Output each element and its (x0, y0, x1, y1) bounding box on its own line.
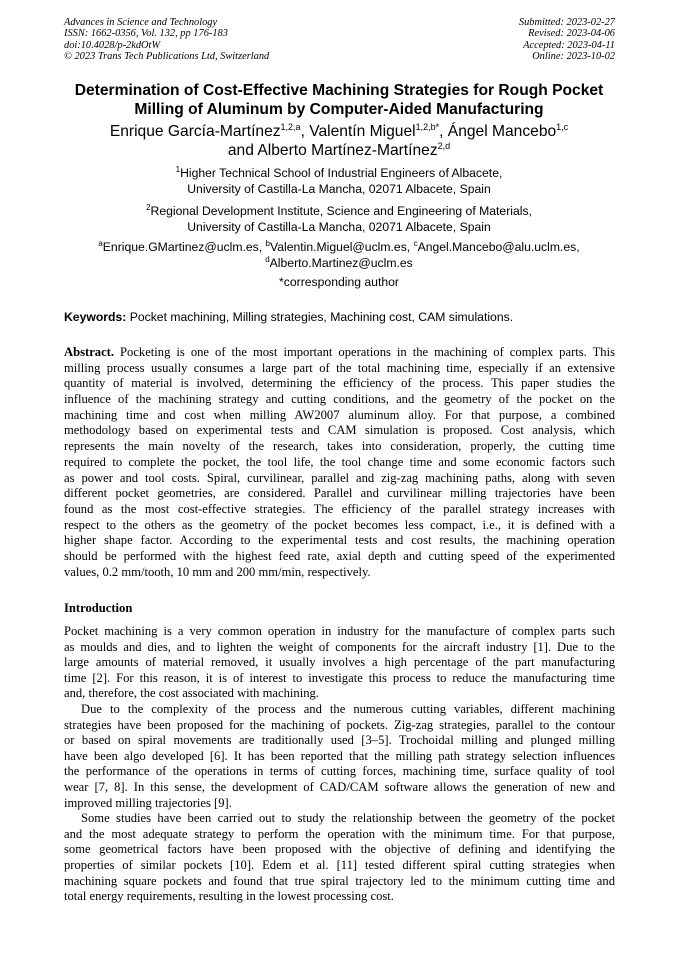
abstract-line: higher shape factor. According to the experimental tests and cost results, the machining operation (64, 533, 615, 548)
abstract-line: milling process usually consumes a large part of the total machining time, especially if an extensive (64, 360, 615, 375)
author-line (40, 122, 638, 141)
email-mark: b (265, 239, 270, 248)
text-line: Due to the complexity of the process and the numerous cutting variables, different machining (81, 701, 615, 716)
text-line: and the most adequate strategy to perform the operation with the minimum time. For that purpose, (64, 826, 615, 841)
author-affiliation-mark: 1,c (556, 122, 569, 132)
abstract-line: as power and tool costs. Spiral, curvilinear, parallel and zig-zag machining paths, along with seven (64, 470, 615, 485)
affiliation-1 (40, 165, 638, 197)
author-affiliation-mark: 1,2,b* (415, 122, 440, 132)
author-separator: , (439, 123, 448, 140)
keywords-label: Keywords: (64, 310, 127, 324)
introduction-body (64, 624, 615, 905)
affiliation-number: 2 (146, 203, 151, 212)
author-name: Ángel Mancebo (447, 123, 557, 140)
paragraph (64, 624, 615, 702)
accepted-date: Accepted: 2023-04-11 (523, 39, 615, 51)
email-address[interactable]: Valentin.Miguel@uclm.es, (270, 240, 414, 254)
abstract-line: quantity of material is involved, determining the efficiency of the process. This paper studies the (64, 376, 615, 391)
text-line: strategies have been proposed for the machining of pockets. Zig-zag strategies, parallel to the contour (64, 717, 615, 732)
affiliation-text: Regional Development Institute, Science and Engineering of Materials, (150, 204, 532, 218)
title-line: Determination of Cost-Effective Machining Strategies for Rough Pocket (74, 82, 604, 99)
text-line: wear [7, 8]. In this sense, the development of CAD/CAM software allows the generation of new and (64, 779, 615, 794)
author-separator: , (300, 123, 310, 140)
abstract-line: methodology based on experimental tests and CAM simulation is proposed. Cost analysis, which (64, 423, 615, 438)
email-line (40, 255, 638, 271)
abstract-line: different pocket geometries, are considered. Parallel and curvilinear milling trajectories have been (64, 486, 615, 501)
author-affiliation-mark: 1,2,a (280, 122, 301, 132)
affiliation-number: 1 (175, 165, 181, 174)
text-line: machining square pockets and found that true spiral trajectory led to the minimum cutting time and (64, 873, 615, 888)
text-line: and, therefore, the cost associated with machining. (64, 686, 319, 701)
affiliation-line: University of Castilla-La Mancha, 02071 Albacete, Spain (187, 182, 491, 196)
author-name: Alberto Martínez-Martínez (257, 142, 438, 159)
affiliation-text: Higher Technical School of Industrial Engineers of Albacete, (180, 166, 503, 180)
text-line: have been algo developed [6]. It has been reported that the milling path strategy selection influences (64, 748, 615, 763)
text-line: large amounts of material removed, it usually involves a high percentage of the part manufacturing (64, 655, 615, 670)
paper-title (40, 82, 638, 119)
author-list (40, 122, 638, 160)
abstract-line: values, 0.2 mm/tooth, 10 mm and 200 mm/min, respectively. (64, 564, 371, 579)
text-line: time [2]. For this reason, it is of interest to investigate this process to reduce the manufacturing time (64, 670, 615, 685)
text-line: or based on spiral movements are traditionally used [3–5]. Trochoidal milling and plunged milling (64, 733, 615, 748)
journal-doi: doi:10.4028/p-2kdOtW (64, 39, 161, 51)
abstract-text: Pocketing is one of the most important operations in the machining of complex parts. This (114, 345, 615, 359)
affiliation-2 (40, 203, 638, 235)
text-line: total energy requirements, resulting in the lowest processing cost. (64, 889, 394, 904)
author-name: Enrique García-Martínez (109, 123, 281, 140)
text-line: as moulds and dies, and to lighten the weight of components for the aircraft industry [1]. Due to the (64, 639, 615, 654)
author-name: Valentín Miguel (309, 123, 416, 140)
email-address[interactable]: Alberto.Martinez@uclm.es (269, 256, 413, 270)
email-mark: d (265, 255, 270, 264)
abstract (64, 345, 615, 580)
abstract-label: Abstract. (64, 345, 115, 359)
journal-copyright: © 2023 Trans Tech Publications Ltd, Switzerland (64, 51, 270, 63)
submitted-date: Submitted: 2023-02-27 (518, 17, 615, 28)
online-date: Online: 2023-10-02 (532, 51, 615, 63)
email-mark: a (98, 239, 103, 248)
text-line: properties of similar pockets [10]. Edem et al. [11] tested different spiral cutting strategies when (64, 857, 615, 872)
abstract-line: influence of the machining strategy and cutting conditions, and the geometry of the pocket on the (64, 392, 615, 407)
abstract-line: required to complete the pocket, the tool life, the tool change time and some economic factors such (64, 454, 615, 469)
revised-date: Revised: 2023-04-06 (528, 28, 615, 40)
paragraph (64, 702, 615, 811)
abstract-line: should be performed with the highest feed rate, axial depth and cutting speed of the experimented (64, 548, 615, 563)
affiliation-line (40, 203, 638, 219)
paragraph (64, 811, 615, 905)
abstract-line (64, 345, 615, 361)
author-line (40, 141, 638, 160)
journal-name: Advances in Science and Technology (64, 17, 218, 28)
text-line: the performance of the operations in terms of cutting forces, machining time, surface quality of tool (64, 764, 615, 779)
text-line: Pocket machining is a very common operation in industry for the manufacture of complex parts such (64, 624, 615, 638)
text-line: improved milling trajectories [9]. (64, 795, 232, 810)
corresponding-author-note: *corresponding author (279, 275, 399, 289)
email-address[interactable]: Enrique.GMartinez@uclm.es, (102, 240, 266, 254)
abstract-line: represents the main novelty of the research, takes into consideration, properly, the cutting time (64, 439, 615, 454)
abstract-line: found as the most cost-effective strategies. The efficiency of the parallel strategy increases with (64, 501, 615, 516)
email-mark: c (413, 239, 418, 248)
abstract-line: machining time and cost when milling AW2007 aluminum alloy. For that purpose, a combined (64, 407, 615, 422)
keywords (64, 309, 615, 325)
text-line: some geometrical factors have been proposed with the objective of defining and identifying the (64, 842, 615, 857)
journal-header-left (64, 17, 269, 63)
email-line (40, 239, 638, 255)
author-emails (40, 239, 638, 271)
section-heading-introduction: Introduction (64, 601, 133, 615)
journal-header-right (519, 17, 615, 63)
text-line: Some studies have been carried out to study the relationship between the geometry of the pocket (81, 811, 615, 826)
affiliation-line (40, 165, 638, 181)
affiliation-line: University of Castilla-La Mancha, 02071 Albacete, Spain (187, 220, 491, 234)
abstract-line: respect to the others as the geometry of the pocket becomes less compact, i.e., it is defined with a (64, 517, 615, 532)
journal-issn: ISSN: 1662-0356, Vol. 132, pp 176-183 (64, 28, 228, 40)
title-line: Milling of Aluminum by Computer-Aided Manufacturing (134, 100, 544, 118)
email-address[interactable]: Angel.Mancebo@alu.uclm.es, (417, 240, 580, 254)
author-affiliation-mark: 2,d (437, 141, 451, 151)
author-conjunction: and (227, 142, 258, 159)
keywords-text: Pocket machining, Milling strategies, Machining cost, CAM simulations. (126, 310, 514, 324)
